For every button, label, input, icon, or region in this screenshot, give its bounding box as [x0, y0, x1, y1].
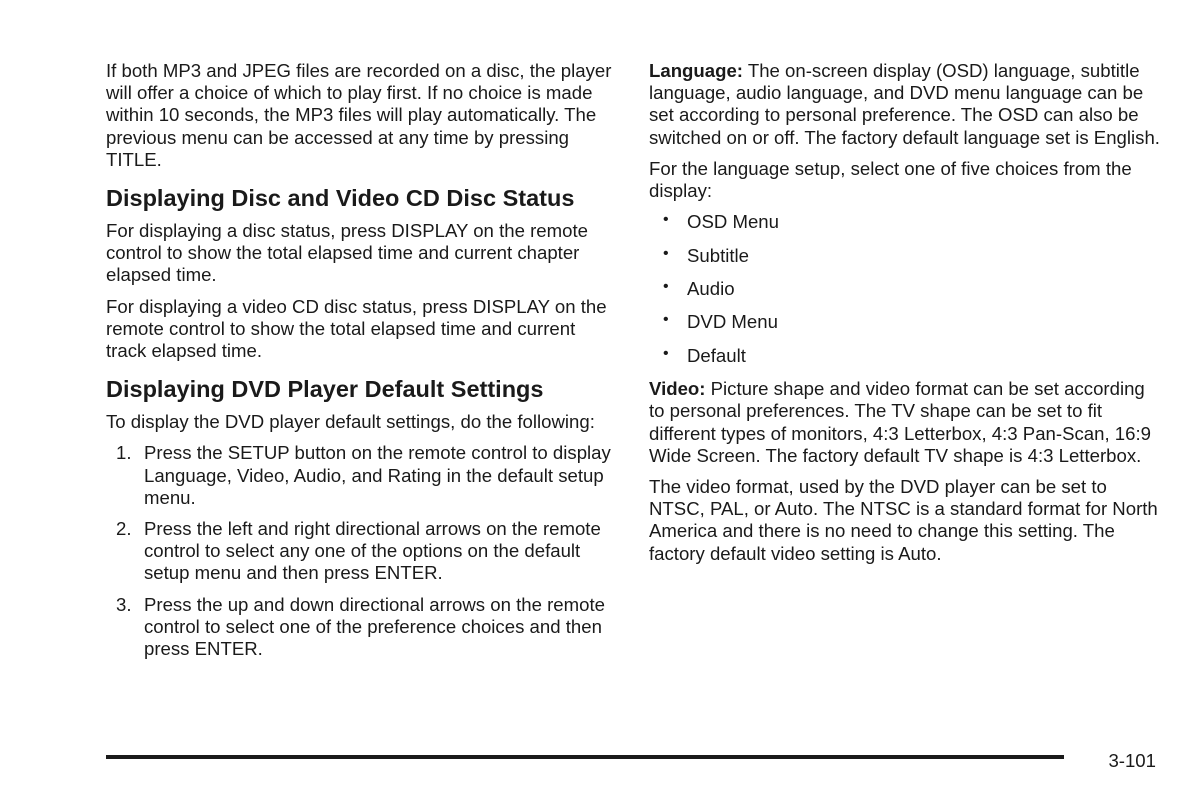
bullet-icon: • — [663, 244, 669, 262]
choice-label: Audio — [687, 278, 735, 299]
video-label: Video: — [649, 378, 706, 400]
step-number: 1. — [116, 442, 132, 464]
step-item — [106, 518, 616, 585]
left-column — [106, 60, 616, 669]
choice-label: Subtitle — [687, 244, 750, 266]
list-item — [649, 345, 1161, 367]
choice-label: OSD Menu — [687, 211, 779, 233]
video-format-paragraph: The video format, used by the DVD player can be set to NTSC, PAL, or Auto. The NTSC is a standard format for North America and there is no need to change this setting. The factory default video setting is Auto. — [649, 475, 1158, 564]
default-settings-intro: To display the DVD player default settings, do the following: — [106, 411, 595, 433]
step-text: Press the SETUP button on the remote control to display Language, Video, Audio, and Rating in the default setup menu. — [144, 442, 611, 508]
step-number: 2. — [116, 518, 132, 540]
disc-status-paragraph: For displaying a disc status, press DISPLAY on the remote control to show the total elapsed time and current chapter elapsed time. — [106, 220, 588, 286]
step-text: Press the up and down directional arrows on the remote control to select one of the preference choices and then press ENTER. — [144, 593, 605, 660]
language-paragraph — [649, 60, 1161, 149]
video-cd-status-paragraph: For displaying a video CD disc status, press DISPLAY on the remote control to show the total elapsed time and current track elapsed time. — [106, 295, 607, 362]
bullet-icon: • — [663, 311, 669, 329]
right-column — [649, 60, 1161, 574]
choice-label: Default — [687, 344, 746, 366]
choice-label: DVD Menu — [687, 311, 778, 333]
list-item — [649, 311, 1161, 333]
bullet-icon: • — [663, 344, 669, 362]
default-settings-heading: Displaying DVD Player Default Settings — [106, 376, 544, 403]
step-number: 3. — [116, 593, 132, 615]
bullet-icon: • — [663, 211, 669, 229]
video-text: Picture shape and video format can be set according to personal preferences. The TV shape can be set to fit different types of monitors, 4:3 Letterbox, 4:3 Pan-Scan, 16:9 Wide Screen. The factory default TV shape is 4:3 Letterbox. — [649, 378, 1151, 466]
step-item — [106, 442, 616, 509]
language-choices-list — [649, 211, 1161, 367]
footer-rule — [106, 755, 1064, 759]
language-label: Language: — [649, 60, 744, 81]
list-item — [649, 245, 1161, 267]
step-item — [106, 594, 616, 661]
language-text: The on-screen display (OSD) language, subtitle language, audio language, and DVD menu language can be set according to personal preference. The OSD can also be switched on or off. The factory default language set is English. — [649, 60, 1160, 148]
page-number: 3-101 — [1108, 750, 1156, 771]
language-setup-intro: For the language setup, select one of five choices from the display: — [649, 157, 1132, 202]
disc-status-heading: Displaying Disc and Video CD Disc Status — [106, 185, 575, 212]
list-item — [649, 278, 1161, 300]
list-item — [649, 211, 1161, 233]
default-settings-steps — [106, 442, 616, 660]
mp3-jpeg-paragraph: If both MP3 and JPEG files are recorded on a disc, the player will offer a choice of which to play first. If no choice is made within 10 seconds, the MP3 files will play automatically. The previous menu can be accessed at any time by pressing TITLE. — [106, 60, 612, 170]
bullet-icon: • — [663, 278, 669, 295]
step-text: Press the left and right directional arrows on the remote control to select any one of the options on the default setup menu and then press ENTER. — [144, 518, 601, 584]
video-paragraph — [649, 378, 1161, 467]
